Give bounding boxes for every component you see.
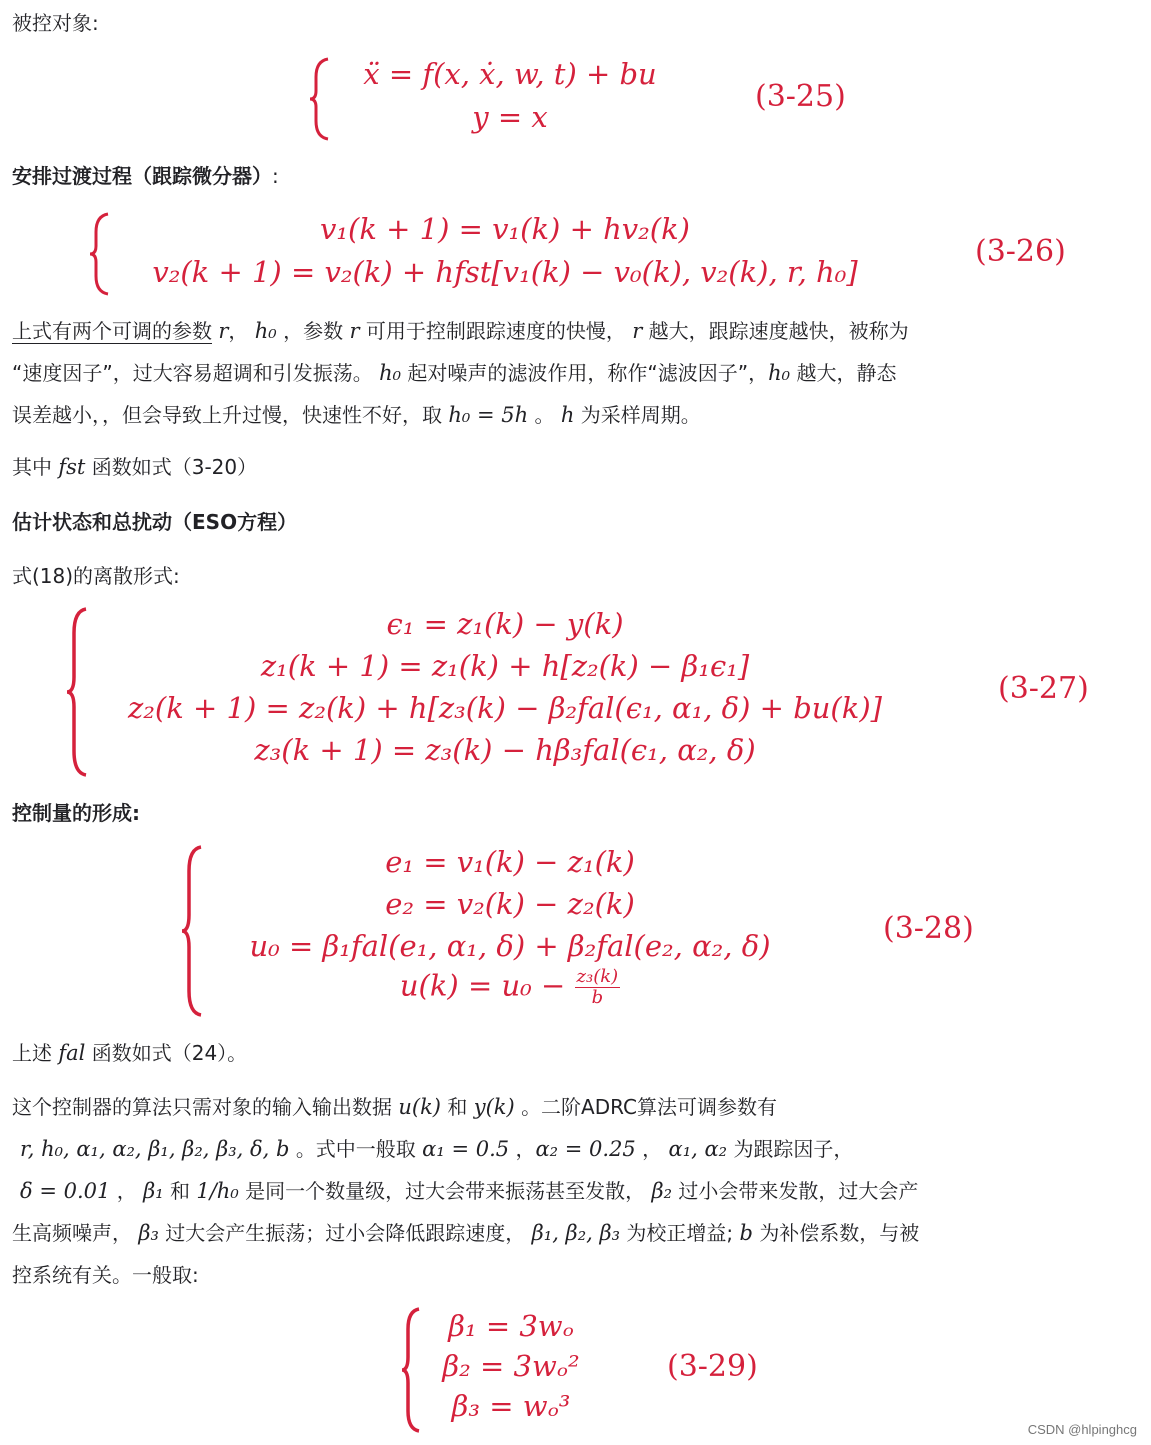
fst-line: 其中 fst 函数如式（3-20） <box>12 455 258 479</box>
equation-line: β₁ = 3wₒ <box>448 1309 574 1343</box>
paragraph-params-1: 上式有两个可调的参数 r， h₀ ，参数 r 可用于控制跟踪速度的快慢， r 越大，跟踪速度越快，被称为 <box>12 319 909 343</box>
left-brace <box>88 212 112 296</box>
equation-3-27 <box>60 605 1120 780</box>
discrete-form-line: 式(18)的离散形式: <box>12 564 180 588</box>
paragraph-adrc-2: r, h₀, α₁, α₂, β₁, β₂, β₃, δ, b 。式中一般取 α₁ = 0.5 ，α₂ = 0.25 ， α₁, α₂ 为跟踪因子， <box>20 1137 854 1161</box>
paragraph-params-3: 误差越小，，但会导致上升过慢，快速性不好，取 h₀ = 5h 。 h 为采样周期。 <box>12 403 701 427</box>
equation-3-29 <box>395 1305 795 1435</box>
equation-line: u₀ = β₁fal(e₁, α₁, δ) + β₂fal(e₂, α₂, δ) <box>249 929 771 963</box>
equation-line: β₂ = 3wₒ² <box>442 1349 580 1383</box>
equation-line: v₁(k + 1) = v₁(k) + hv₂(k) <box>320 212 690 246</box>
equation-line: ẍ = f(x, ẋ, w, t) + bu <box>363 57 657 91</box>
equation-line: e₁ = v₁(k) − z₁(k) <box>385 845 635 879</box>
equation-line-fraction: u(k) = u₀ − $\frac{\text{z₃(k)}}{b}$ <box>399 966 619 1008</box>
paragraph-params-2: “速度因子”，过大容易超调和引发振荡。 h₀ 起对噪声的滤波作用，称作“滤波因子”，h₀ 越大，静态 <box>12 361 897 385</box>
fraction: $\frac{\text{z₃(k)}}{b}$ <box>576 966 619 1008</box>
equation-number: (3-29) <box>667 1349 758 1384</box>
equation-line: y = x <box>472 100 548 134</box>
left-brace <box>64 607 90 777</box>
watermark: CSDN @hlpinghcg <box>1027 1422 1137 1437</box>
equation-number: (3-27) <box>998 671 1089 706</box>
equation-line: z₁(k + 1) = z₁(k) + h[z₂(k) − β₁ϵ₁] <box>260 649 750 683</box>
section-title-eso: 估计状态和总扰动（ESO方程） <box>12 510 298 534</box>
left-brace <box>399 1307 423 1433</box>
equation-number: (3-26) <box>975 234 1066 269</box>
plant-title: 被控对象: <box>12 11 99 35</box>
equation-line: ϵ₁ = z₁(k) − y(k) <box>386 607 624 641</box>
equation-line: z₃(k + 1) = z₃(k) − hβ₃fal(ϵ₁, α₂, δ) <box>254 733 756 767</box>
section-title-control: 控制量的形成: <box>12 801 140 825</box>
equation-3-28 <box>175 843 995 1023</box>
paragraph-adrc-4: 生高频噪声， β₃ 过大会产生振荡；过小会降低跟踪速度， β₁, β₂, β₃ 为校正增益; b 为补偿系数，与被 <box>12 1221 920 1245</box>
left-brace <box>308 57 332 141</box>
equation-number: (3-28) <box>883 911 974 946</box>
equation-number: (3-25) <box>755 79 846 114</box>
paragraph-adrc-1: 这个控制器的算法只需对象的输入输出数据 u(k) 和 y(k) 。二阶ADRC算法可调参数有 <box>12 1095 778 1119</box>
paragraph-adrc-3: δ = 0.01 ， β₁ 和 1/h₀ 是同一个数量级，过大会带来振荡甚至发散， β₂ 过小会带来发散，过大会产 <box>20 1179 919 1203</box>
equation-line: v₂(k + 1) = v₂(k) + hfst[v₁(k) − v₀(k), v₂(k), r, h₀] <box>152 255 858 289</box>
section-title-td: 安排过渡过程（跟踪微分器）: <box>12 164 279 188</box>
paragraph-adrc-5: 控系统有关。一般取: <box>12 1263 199 1287</box>
left-brace <box>179 845 205 1017</box>
equation-line: z₂(k + 1) = z₂(k) + h[z₃(k) − β₂fal(ϵ₁, α₁, δ) + bu(k)] <box>128 691 882 725</box>
equation-3-26 <box>80 210 1080 300</box>
fal-line: 上述 fal 函数如式（24）。 <box>12 1041 248 1065</box>
equation-line: e₂ = v₂(k) − z₂(k) <box>385 887 635 921</box>
equation-3-25 <box>300 55 860 145</box>
equation-line: β₃ = wₒ³ <box>451 1389 571 1423</box>
